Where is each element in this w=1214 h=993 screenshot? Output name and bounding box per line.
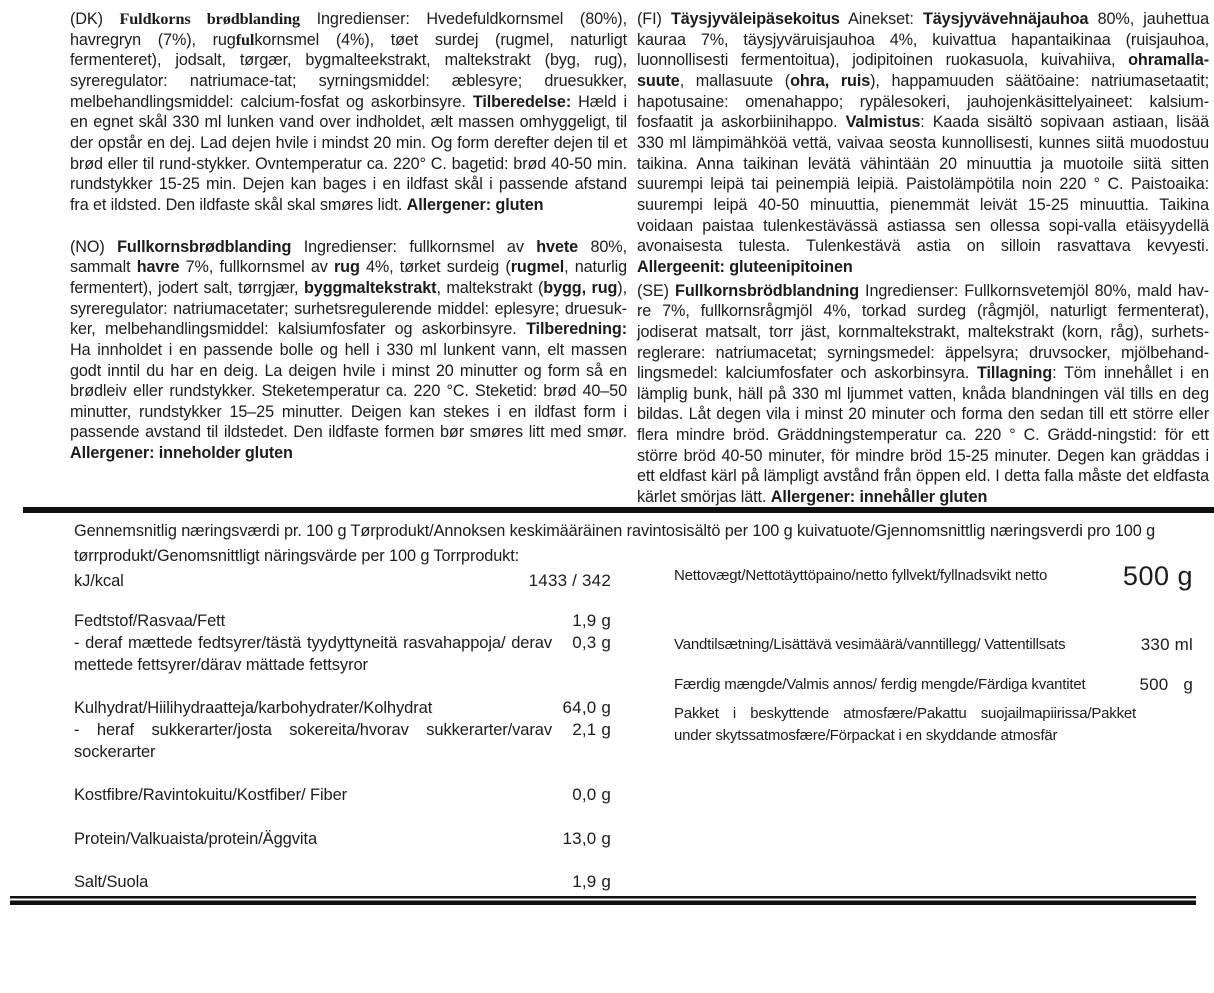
body-text: (DK) [70, 10, 120, 28]
body-text: kornsmel (4%), tøet surdej (rugmel, naturligt fermenteret), jodsalt, tørgær, bygmalteekstrakt, maltekstrakt (byg, rug), syreregulator: natriumace-tat; syrningsmiddel: æblesyre; druesukker, melbehandlingsmiddel: calcium-fosfat og askorbinsyre. [70, 30, 627, 111]
emphasized-text: Valmistus [845, 113, 921, 132]
nutrition-value: 13,0 g [562, 829, 611, 848]
body-text: 4%, tørket surdeig ( [359, 258, 511, 277]
emphasized-text: Fullkornsbrødblanding [117, 237, 292, 256]
body-text: Ingredienser: Hvedefuldkornsmel (80%), havregryn (7%), rug [70, 10, 627, 49]
nutrition-row-fat [74, 610, 611, 676]
body-text: Ha innholdet i en passende bolle og hell i 330 ml lunkent vann, elt massen godt inntil du har en deig. La deigen hvile i minst 20 minutter og form så en brødleiv eller rundstykker. Steketemperatur ca. 220 °C. Steketid: brød 40–50 minutter, rundstykker 15–25 minutter. Deigen kan stekes i en ildfast form i passende avstand til ildstedet. Den ildfaste formen bør smøres litt med smør. [70, 340, 627, 442]
body-text: ), happamuuden säätöaine: natriumasetaatit; hapotusaine: omenahappo; rypälesokeri, jauhojenkäsittelyaineet: kalsium-fosfaatit ja askorbiinihappo. [637, 71, 1210, 132]
ingredients-left-column [70, 9, 627, 464]
body-text: : Kaada sisältö sopivaan astiaan, lisää 330 ml lämpimähköä vettä, vaivaa seosta kunnollisesti, kunnes siitä muodostuu taikina. Anna taikinan levätä vähintään 20 minuuttia ja muotoile siitä sitten suurempi leipä tai peinempiä leipiä. Paistolämpötila noin 220 ° C. Paistoaika: suurempi leipä 40-50 minuuttia, pienemmät leivät 15-25 minuuttia. Taikina voidaan paistaa tulenkestävässä astiassa sen ollessa sopi-valla etäisyydellä avonaisesta tulesta. Tulenkestävä astia on silloin rasvattava kevyesti. [637, 113, 1210, 256]
emphasized-text: Allergener: innehåller gluten [770, 488, 988, 507]
body-text: (NO) [70, 237, 118, 256]
nutrition-label: Kostfibre/Ravintokuitu/Kostfiber/ Fiber [74, 786, 348, 804]
ingredients-right-column [637, 9, 1209, 508]
nutrition-row-finished-quantity [674, 674, 1193, 696]
nutrition-row-fibre [74, 784, 611, 806]
nutrition-sub-value: 2,1 g [572, 720, 611, 739]
nutrition-value: 330 ml [1140, 635, 1193, 654]
emphasized-text: ohra, ruis [790, 71, 871, 90]
emphasized-text: ful [235, 30, 255, 49]
body-text: (FI) [637, 10, 671, 28]
nutrition-value: 64,0 g [562, 698, 611, 717]
nutrition-row-packaging-note [674, 703, 1193, 747]
nutrition-sub-value: 0,3 g [572, 633, 611, 652]
body-text: (SE) [637, 281, 676, 300]
emphasized-text: bygg, rug [543, 278, 618, 297]
emphasized-text: Täysjyväleipäsekoitus [670, 10, 840, 28]
nutrition-label: Protein/Valkuaista/protein/Äggvita [74, 830, 318, 848]
body-text: , naturlig fermentert), jodert salt, tørrgjær, [70, 258, 628, 297]
body-text: 7%, fullkornsmel av [179, 258, 334, 277]
emphasized-text: Täysjyvävehnäjauhoa [922, 10, 1089, 28]
body-text: , mallasuute ( [679, 71, 791, 90]
nutrition-value: 1433 / 342 [528, 571, 611, 590]
section-divider-rule [23, 507, 1214, 513]
emphasized-text: ohramalla-suute [637, 51, 1209, 90]
nutrition-label: Nettovægt/Nettotäyttöpaino/netto fyllvekt/fyllnadsvikt netto [674, 567, 1048, 584]
body-text: : Töm innehållet i en lämplig bunk, häll på 330 ml ljummet vatten, knåda blandningen väl tills en deg bildas. Låt degen vila i minst 20 minuter och forma den sedan till ett större eller flera mindre bröd. Gräddningstemperatur ca. 220 ° C. Grädd-ningstid: för ett större bröd 40-50 minuter, för mindre bröd 15-25 minuter. Degen kan gräddas i ett eldfast kärl på lämpligt avstånd från öppen eld. I detta falla måste det eldfasta kärlet smörjas lätt. [637, 364, 1209, 507]
emphasized-text: Allergener: gluten [406, 195, 544, 214]
emphasized-text: Allergeenit: gluteenipitoinen [637, 257, 853, 276]
bottom-border-rule [10, 896, 1196, 905]
ingredients-paragraph-fi [637, 9, 1209, 278]
nutrition-label: Vandtilsætning/Lisättävä vesimäärä/vanntillegg/ Vattentillsats [674, 636, 1066, 653]
nutrition-label: Salt/Suola [74, 873, 149, 891]
nutrition-row-water-addition [674, 634, 1193, 656]
body-text: Hæld i en egnet skål 330 ml lunken vand over indholdet, ælt massen omhyggeligt, til der opstår en dej. Lad dejen hvile i mindst 20 min. Og form derefter dejen til et brød eller til rund-stykker. Ovntemperatur ca. 220° C. bagetid: brød 40-50 min. rundstykker 15-25 min. Dejen kan bages i en ildfast skål i passende afstand fra et ildsted. Den ildfaste skål skal smøres lidt. [70, 92, 627, 214]
emphasized-text: havre [136, 258, 180, 277]
emphasized-text: Allergener: inneholder gluten [70, 444, 293, 463]
body-text: , maltekstrakt ( [436, 278, 544, 297]
ingredients-paragraph-no [70, 237, 627, 464]
nutrition-label: Kulhydrat/Hiilihydraatteja/karbohydrater/Kolhydrat [74, 699, 433, 717]
body-text: Ingredienser: Fullkornsvetemjöl 80%, mald hav-re 7%, fullkornsrågmjöl 4%, torkad surdeg (rågmjöl, naturligt fermenterat), jodiserat matsalt, torr jäst, kornmaltekstrakt, maltekstrakt (korn, råg), surhets-reglerare: natriumacetat; syrningsmedel: äppelsyra; druvsocker, mjölbehand-lingsmedel: kalciumfosfater och askorbinsyra. [637, 281, 1209, 383]
emphasized-text: Fuldkorns brødblanding [119, 10, 301, 28]
body-text: Ingredienser: fullkornsmel av [291, 237, 537, 256]
emphasized-text: rug [333, 258, 360, 277]
ingredients-paragraph-se [637, 281, 1209, 508]
body-text: 80%, jauhettua kauraa 7%, täysjyväruisjauhoa 4%, kuivattua hapantaikinaa (ruisjauhoa, luonnollisesti fermentoitua), jodipitoinen ruokasuola, kuivahiiva, [637, 10, 1209, 70]
emphasized-text: Tilberedning: [526, 320, 627, 339]
ingredients-paragraph-dk [70, 9, 627, 216]
nutrition-row-net-weight [674, 561, 1193, 591]
nutrition-row-carbohydrate [74, 697, 611, 763]
emphasized-text: hvete [536, 237, 579, 256]
nutrition-row-protein [74, 828, 611, 850]
emphasized-text: Fullkornsbrödblandning [675, 281, 859, 300]
nutrition-sub-label: - deraf mættede fedtsyrer/tästä tyydyttyneitä rasvahappoja/ derav mettede fettsyrer/därav mättade fettsyror [74, 634, 552, 674]
body-text: 80%, sammalt [70, 237, 627, 277]
packaging-note: Pakket i beskyttende atmosfære/Pakattu suojailmapiirissa/Pakket under skytssatmosfære/Förpackat i en skyddande atmosfär [674, 705, 1136, 744]
emphasized-text: rugmel [510, 258, 565, 277]
body-text: Ainekset: [839, 10, 923, 28]
nutrition-label: Fedtstof/Rasvaa/Fett [74, 612, 226, 630]
nutrition-value: 1,9 g [572, 611, 611, 630]
emphasized-text: Tilberedelse: [472, 92, 572, 111]
nutrition-value: 0,0 g [572, 785, 611, 804]
emphasized-text: byggmaltekstrakt [304, 278, 437, 297]
nutrition-label: kJ/kcal [74, 572, 124, 590]
nutrition-value: 500 g [1139, 675, 1193, 694]
nutrition-sub-label: - heraf sukkerarter/josta sokereita/hvorav sukkerarter/varav sockerarter [74, 721, 552, 761]
nutrition-row-energy [74, 570, 611, 592]
emphasized-text: Tillagning [976, 364, 1053, 383]
nutrition-header: Gennemsnitlig næringsværdi pr. 100 g Tørprodukt/Annoksen keskimääräinen ravintosisältö per 100 g kuivatuote/Gjennomsnittlig næringsverdi pro 100 g tørrprodukt/Genomsnittligt näringsvärde per 100 g Torrprodukt: [74, 522, 1156, 565]
nutrition-value: 500 g [1122, 561, 1193, 591]
nutrition-label: Færdig mængde/Valmis annos/ ferdig mengde/Färdiga kvantitet [674, 676, 1086, 693]
nutrition-row-salt [74, 871, 611, 893]
body-text: ), syreregulator: natriumacetater; surhetsregulerende middel: eplesyre; druesuk-ker, melbehandlingsmiddel: kalsiumfosfater og askorbinsyre. [70, 278, 627, 339]
nutrition-value: 1,9 g [572, 872, 611, 891]
